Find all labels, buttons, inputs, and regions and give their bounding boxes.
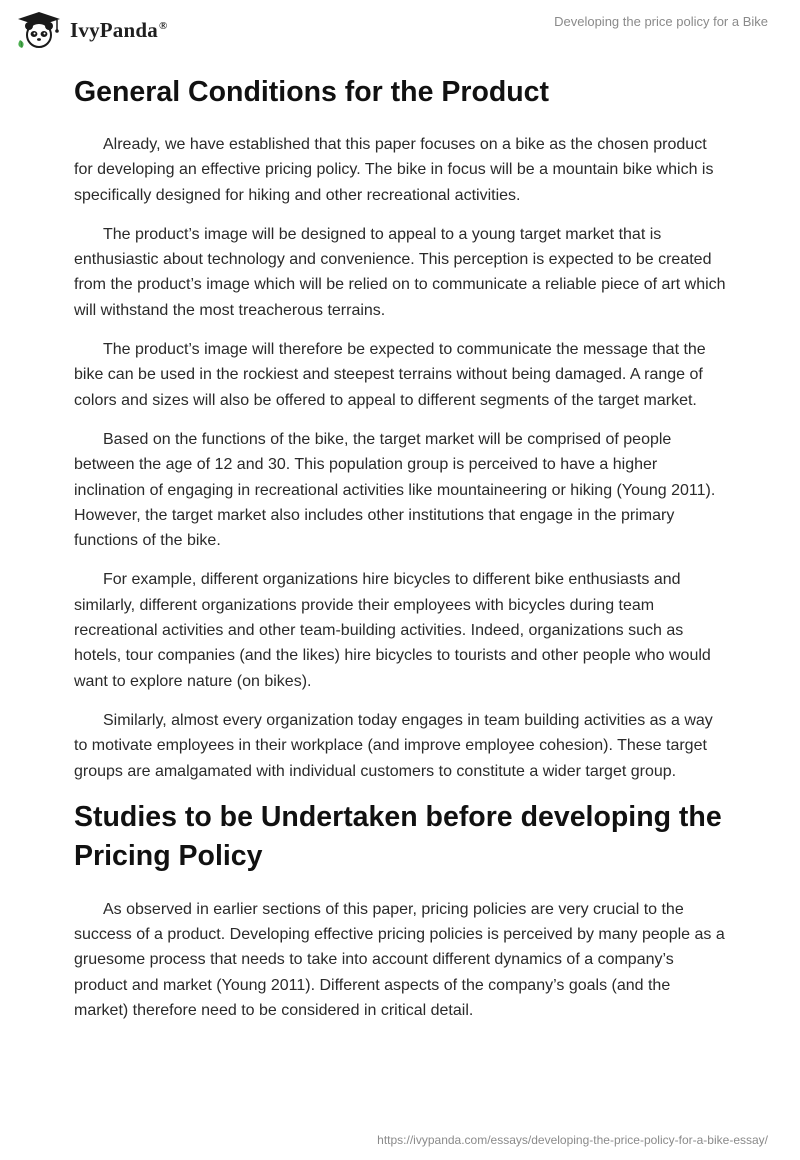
paragraph: Similarly, almost every organization today engages in team building activities as a way to motivate employees in their workplace (and improve employee cohesion). These target groups are amalgamated with individual customers to constitute a wider target group. bbox=[74, 711, 713, 780]
paragraph: The product’s image will therefore be expected to communicate the message that the bike can be used in the rockiest and steepest terrains without being damaged. A range of colors and sizes will also be offered to appeal to different segments of the target market. bbox=[74, 341, 706, 409]
page-header bbox=[0, 0, 800, 60]
essay-content bbox=[74, 68, 726, 1037]
section-heading-studies: Studies to be Undertaken before developing the Pricing Policy bbox=[74, 800, 722, 872]
paragraph: For example, different organizations hire bicycles to different bike enthusiasts and similarly, different organizations provide their employees with bicycles during team recreational activities and other team-building activities. Indeed, organizations such as hotels, tour companies (and the likes) hire bicycles to tourists and other people who would want to explore nature (on bikes). bbox=[74, 571, 711, 690]
section-heading-general-conditions: General Conditions for the Product bbox=[74, 76, 550, 108]
paragraph: Already, we have established that this paper focuses on a bike as the chosen product for developing an effective pricing policy. The bike in focus will be a mountain bike which is specifically designed for hiking and other recreational activities. bbox=[74, 136, 714, 204]
paragraph: As observed in earlier sections of this paper, pricing policies are very crucial to the success of a product. Developing effective pricing policies is perceived by many people as a gruesome process that needs to take into account different dynamics of a company’s product and market (Young 2011). Different aspects of the company’s goals (and the market) therefore need to be considered in critical detail. bbox=[74, 900, 725, 1020]
paragraph: The product’s image will be designed to appeal to a young target market that is enthusiastic about technology and convenience. This perception is expected to be created from the product’s image which will be relied on to communicate a reliable piece of art which will withstand the most treacherous terrains. bbox=[74, 225, 726, 319]
running-title: Developing the price policy for a Bike bbox=[554, 14, 768, 29]
paragraph: Based on the functions of the bike, the target market will be comprised of people between the age of 12 and 30. This population group is perceived to have a higher inclination of engaging in recreational activities like mountaineering or hiking (Young 2011). However, the target market also includes other institutions that engage in the primary functions of the bike. bbox=[74, 430, 716, 550]
source-url[interactable]: https://ivypanda.com/essays/developing-the-price-policy-for-a-bike-essay/ bbox=[377, 1133, 768, 1147]
ivypanda-logo[interactable] bbox=[14, 10, 167, 50]
brand-name: IvyPanda® bbox=[70, 17, 168, 42]
panda-graduate-icon bbox=[14, 10, 64, 50]
